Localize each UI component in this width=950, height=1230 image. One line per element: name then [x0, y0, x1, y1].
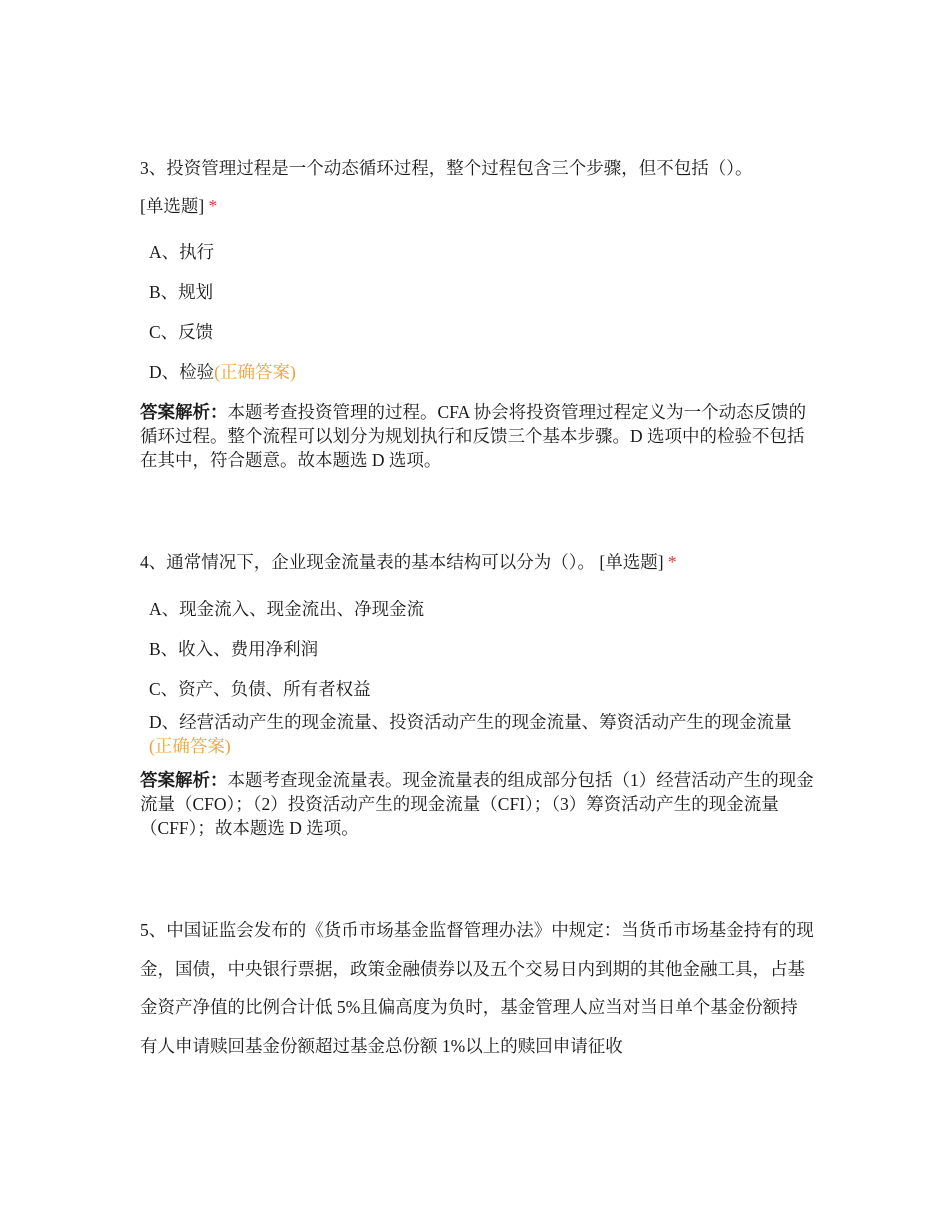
question-3-option-d-label: D、检验	[149, 362, 215, 382]
question-4-option-b[interactable]: B、收入、费用净利润	[149, 639, 319, 659]
analysis-label: 答案解析：	[140, 402, 228, 422]
question-3-title	[140, 149, 820, 225]
analysis-text: 本题考查现金流量表。现金流量表的组成部分包括（1）经营活动产生的现金流量（CFO）；（2）投资活动产生的现金流量（CFI）；（3）筹资活动产生的现金流量（CFF）；故本题选 D 选项。	[140, 770, 814, 838]
question-3-option-a[interactable]: A、执行	[149, 242, 215, 262]
required-mark: *	[667, 552, 677, 572]
question-3	[140, 149, 820, 225]
question-4-type: [单选题]	[599, 552, 664, 572]
question-3-option-d[interactable]	[140, 360, 296, 384]
question-4-title	[140, 543, 820, 581]
question-5-text: 5、中国证监会发布的《货币市场基金监督管理办法》中规定：当货币市场基金持有的现金，国债，中央银行票据，政策金融债券以及五个交易日内到期的其他金融工具，占基金资产净值的比例合计低 5%且偏高度为负时，基金管理人应当对当日单个基金份额持有人申请赎回基金份额超过基金总份额 1%以上的赎回申请征收	[140, 920, 814, 1056]
question-3-option-c[interactable]: C、反馈	[149, 322, 214, 342]
question-4-option-d[interactable]	[140, 710, 814, 758]
analysis-label: 答案解析：	[140, 770, 228, 790]
question-4-option-c[interactable]: C、资产、负债、所有者权益	[149, 679, 371, 699]
required-mark: *	[208, 196, 218, 216]
question-4-text: 4、通常情况下，企业现金流量表的基本结构可以分为（）。	[140, 552, 595, 572]
question-4-option-a[interactable]: A、现金流入、现金流出、净现金流	[149, 599, 425, 619]
question-4-option-d-label: D、经营活动产生的现金流量、投资活动产生的现金流量、筹资活动产生的现金流量	[149, 712, 792, 732]
question-3-analysis	[140, 400, 820, 472]
question-4-analysis	[140, 768, 815, 840]
analysis-text: 本题考查投资管理的过程。CFA 协会将投资管理过程定义为一个动态反馈的循环过程。整个流程可以划分为规划执行和反馈三个基本步骤。D 选项中的检验不包括在其中，符合题意。故本题选 D 选项。	[140, 402, 807, 470]
correct-answer-label: (正确答案)	[149, 736, 231, 756]
question-3-text: 3、投资管理过程是一个动态循环过程，整个过程包含三个步骤，但不包括（）。	[140, 158, 753, 178]
question-3-option-b[interactable]: B、规划	[149, 282, 214, 302]
question-3-type: [单选题]	[140, 196, 205, 216]
correct-answer-label: (正确答案)	[214, 362, 296, 382]
